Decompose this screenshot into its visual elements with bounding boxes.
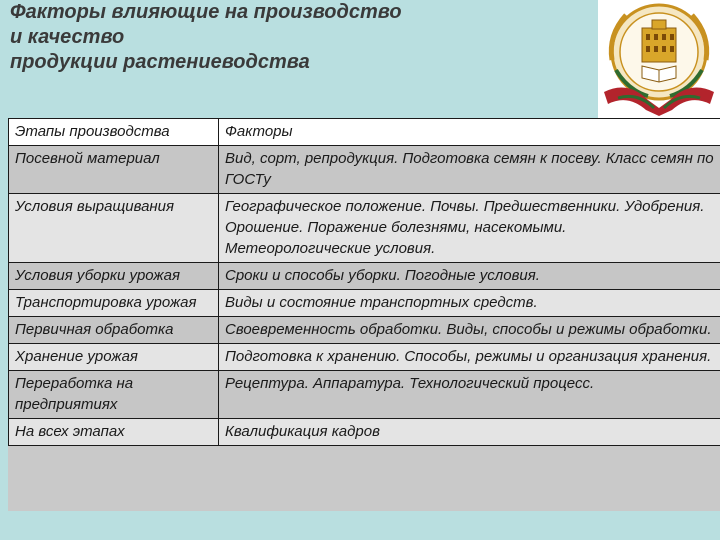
factors-cell: Рецептура. Аппаратура. Технологический процесс. <box>219 371 720 419</box>
stage-cell: Хранение урожая <box>9 344 219 371</box>
header-stages: Этапы производства <box>9 119 219 146</box>
stage-cell: Условия уборки урожая <box>9 263 219 290</box>
table-row <box>9 263 720 290</box>
factors-cell: Квалификация кадров <box>219 419 720 446</box>
title-line-3: продукции растениеводства <box>10 51 310 73</box>
table-header-row <box>9 119 720 146</box>
factors-cell: Географическое положение. Почвы. Предшественники. Удобрения. Орошение. Поражение болезнями, насекомыми. Метеорологические условия. <box>219 194 720 263</box>
stage-cell: На всех этапах <box>9 419 219 446</box>
stage-cell: Условия выращивания <box>9 194 219 263</box>
table-row <box>9 194 720 263</box>
factors-cell: Вид, сорт, репродукция. Подготовка семян к посеву. Класс семян по ГОСТу <box>219 146 720 194</box>
factors-cell: Сроки и способы уборки. Погодные условия. <box>219 263 720 290</box>
title-line-2: и качество <box>10 26 125 48</box>
stage-cell: Посевной материал <box>9 146 219 194</box>
factors-table-container <box>8 118 720 511</box>
factors-cell: Виды и состояние транспортных средств. <box>219 290 720 317</box>
university-emblem-icon <box>598 0 720 118</box>
table-row <box>9 290 720 317</box>
table-row <box>9 419 720 446</box>
university-emblem-logo <box>598 0 720 118</box>
table-row <box>9 371 720 419</box>
factors-cell: Подготовка к хранению. Способы, режимы и организация хранения. <box>219 344 720 371</box>
page-title <box>10 0 570 75</box>
factors-cell: Своевременность обработки. Виды, способы и режимы обработки. <box>219 317 720 344</box>
factors-table <box>8 118 720 446</box>
table-row <box>9 344 720 371</box>
stage-cell: Первичная обработка <box>9 317 219 344</box>
table-row <box>9 146 720 194</box>
title-line-1: Факторы влияющие на производство <box>10 1 402 23</box>
stage-cell: Транспортировка урожая <box>9 290 219 317</box>
header-factors: Факторы <box>219 119 720 146</box>
table-row <box>9 317 720 344</box>
stage-cell: Переработка на предприятиях <box>9 371 219 419</box>
